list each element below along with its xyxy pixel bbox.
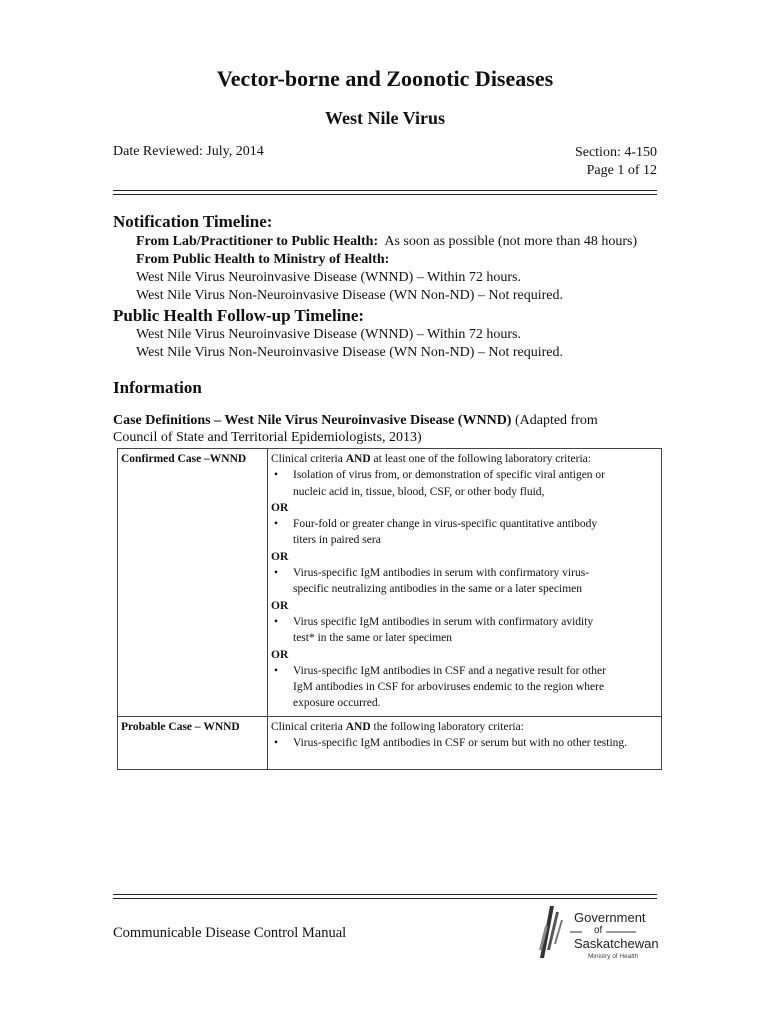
intro-text-end: at least one of the following laboratory criteria:: [370, 453, 591, 465]
list-item-line: • Virus-specific IgM antibodies in CSF and a negative result for other: [293, 664, 606, 677]
logo-ministry: Ministry of Health: [588, 953, 639, 960]
notification-heading: Notification Timeline:: [113, 212, 273, 231]
saskatchewan-logo: [536, 900, 666, 964]
header-divider: [113, 190, 657, 195]
case-definitions-table: [117, 448, 662, 770]
list-item: [271, 565, 658, 598]
logo-saskatchewan: Saskatchewan: [574, 936, 659, 951]
case-definition-line: [113, 413, 598, 429]
intro-text: Clinical criteria: [271, 720, 346, 733]
logo-of: of: [594, 925, 603, 936]
logo-government: Government: [574, 910, 646, 925]
section-info: [575, 144, 657, 180]
case-definition-source: (Adapted from: [514, 413, 598, 428]
list-item: [271, 663, 658, 712]
followup-non-nd: West Nile Virus Non-Neuroinvasive Disease (WN Non-ND) – Not required.: [136, 345, 563, 360]
confirmed-case-criteria: [268, 449, 662, 717]
list-item-line: specific neutralizing antibodies in the same or a later specimen: [293, 583, 582, 596]
date-reviewed: Date Reviewed: July, 2014: [113, 144, 264, 159]
list-item: [271, 467, 658, 500]
intro-text-end: the following laboratory criteria:: [370, 720, 524, 733]
notification-wnnd: West Nile Virus Neuroinvasive Disease (WNND) – Within 72 hours.: [136, 270, 521, 285]
footer-divider: [113, 894, 657, 899]
intro-and: AND: [345, 720, 371, 733]
probable-case-criteria: [268, 716, 662, 769]
or-separator: OR: [271, 501, 289, 514]
information-heading: Information: [113, 378, 202, 397]
list-item-line: nucleic acid in, tissue, blood, CSF, or other body fluid,: [293, 485, 545, 498]
intro-and: AND: [345, 453, 371, 465]
page-number: Page 1 of 12: [586, 163, 657, 178]
case-definition-title: Case Definitions – West Nile Virus Neuroinvasive Disease (WNND): [113, 413, 512, 428]
or-separator: OR: [271, 599, 289, 612]
list-item: [271, 735, 658, 751]
lab-text: As soon as possible (not more than 48 hours): [384, 234, 638, 249]
list-item-line: • Virus-specific IgM antibodies in serum with confirmatory virus-: [293, 567, 590, 580]
ministry-label: From Public Health to Ministry of Health:: [136, 252, 390, 267]
list-item: [271, 516, 658, 549]
or-separator: OR: [271, 550, 289, 563]
manual-name: Communicable Disease Control Manual: [113, 925, 347, 941]
or-separator: OR: [271, 648, 289, 661]
lab-label: From Lab/Practitioner to Public Health:: [136, 234, 379, 249]
case-definition-source-line2: Council of State and Territorial Epidemiologists, 2013): [113, 430, 422, 445]
document-subtitle: West Nile Virus: [325, 108, 445, 128]
list-item-line: test* in the same or later specimen: [293, 632, 453, 645]
list-item-line: • Virus specific IgM antibodies in serum with confirmatory avidity: [293, 615, 594, 628]
list-item-line: • Isolation of virus from, or demonstration of specific viral antigen or: [293, 469, 606, 482]
list-item-line: titers in paired sera: [293, 534, 381, 547]
list-item-line: • Four-fold or greater change in virus-specific quantitative antibody: [293, 518, 598, 531]
list-item-line: exposure occurred.: [293, 697, 381, 710]
probable-case-label: Probable Case – WNND: [118, 716, 268, 769]
intro-text: Clinical criteria: [271, 453, 346, 465]
followup-wnnd: West Nile Virus Neuroinvasive Disease (WNND) – Within 72 hours.: [136, 327, 521, 342]
probable-intro: [271, 719, 658, 735]
list-item-line: IgM antibodies in CSF for arboviruses endemic to the region where: [293, 681, 605, 694]
notification-non-nd: West Nile Virus Non-Neuroinvasive Disease (WN Non-ND) – Not required.: [136, 288, 563, 303]
list-item-line: • Virus-specific IgM antibodies in CSF or serum but with no other testing.: [293, 737, 628, 750]
notification-lab-line: [136, 234, 637, 250]
followup-heading: Public Health Follow-up Timeline:: [113, 306, 365, 325]
table-row: [118, 449, 662, 717]
confirmed-intro: [271, 451, 658, 467]
list-item: [271, 614, 658, 647]
table-row: [118, 716, 662, 769]
confirmed-case-label: Confirmed Case –WNND: [118, 449, 268, 717]
section-number: Section: 4-150: [574, 145, 657, 160]
document-title: Vector-borne and Zoonotic Diseases: [216, 66, 554, 91]
